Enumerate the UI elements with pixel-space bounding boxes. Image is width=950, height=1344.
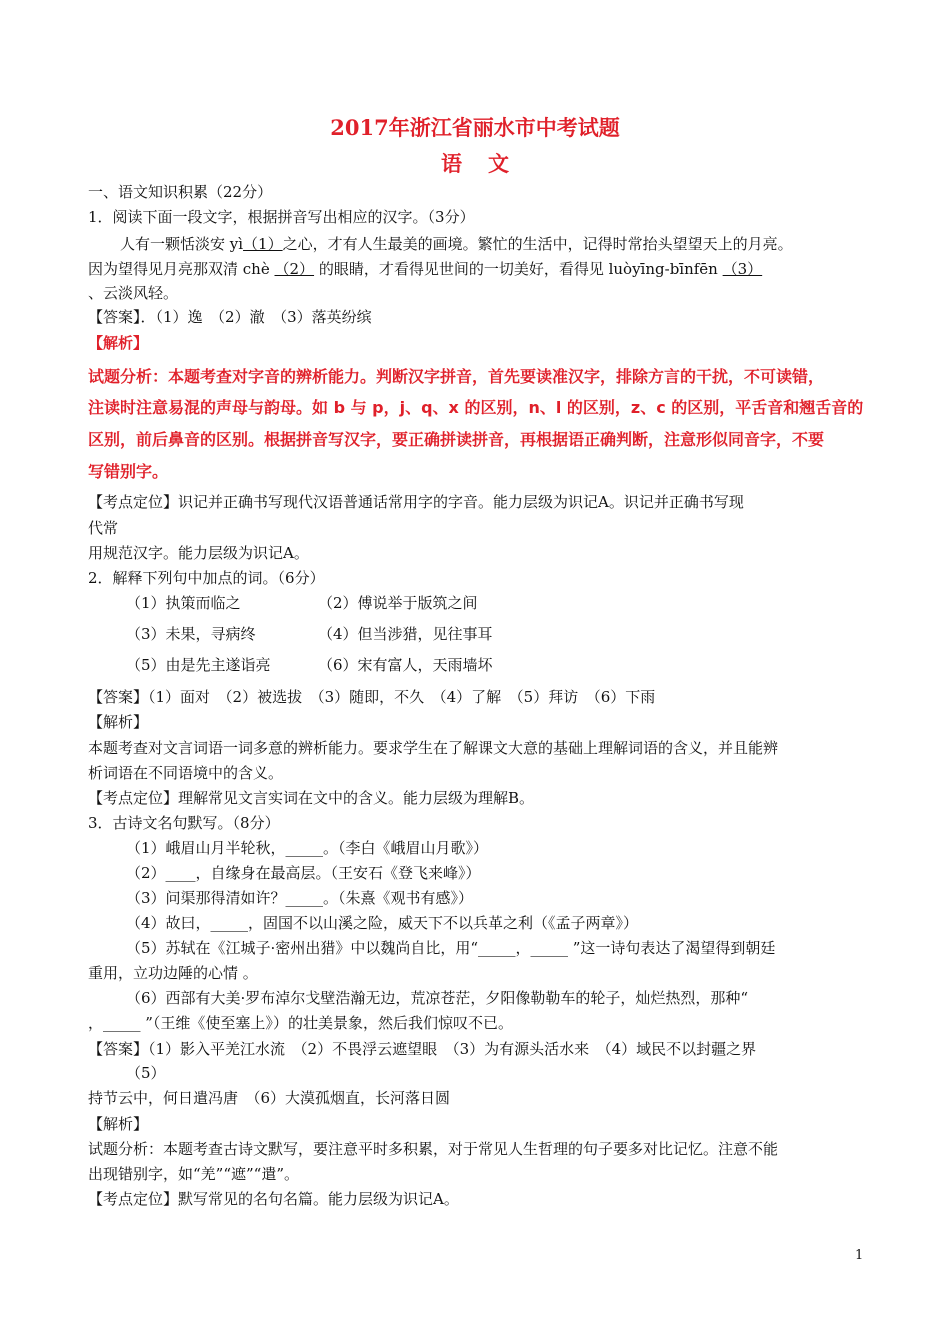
q1-text: 之心，才有人生最美的画境。繁忙的生活中，记得时常抬头望望天上的月亮。 (282, 235, 793, 253)
q3-item-6b: ，_____ ”（王维《使至塞上》）的壮美景象，然后我们惊叹不已。 (88, 1014, 513, 1032)
exam-title: 2017年浙江省丽水市中考试题 (330, 115, 620, 140)
q1-analysis-3: 区别，前后鼻音的区别。根据拼音写汉字，要正确拼读拼音，再根据语正确判断，注意形似同音字，不要 (88, 430, 825, 449)
q1-kaodian-2: 代常 (88, 519, 119, 537)
q3-item-6a: （6）西部有大美·罗布淖尔戈壁浩瀚无边，荒凉苍茫，夕阳像勒勒车的轮子，灿烂热烈，那种“ (126, 989, 748, 1007)
q1-stem: 1．阅读下面一段文字，根据拼音写出相应的汉字。（3分） (88, 208, 475, 226)
q2-kaodian: 【考点定位】理解常见文言实词在文中的含义。能力层级为理解B。 (88, 789, 535, 807)
q1-blank-2: （2） (274, 260, 315, 278)
q1-text: 的眼睛，才看得见世间的一切美好，看得见 luòyīng-bīnfēn (318, 260, 718, 278)
q1-passage-line1 (120, 234, 793, 254)
q3-analysis-1: 试题分析：本题考查古诗文默写，要注意平时多积累，对于常见人生哲理的句子要多对比记忆。注意不能 (88, 1140, 779, 1158)
q1-blank-3: （3） (722, 260, 763, 278)
q3-kaodian: 【考点定位】默写常见的名句名篇。能力层级为识记A。 (88, 1190, 459, 1208)
q2-item-6: （6）宋有富人，天雨墙坏 (318, 656, 493, 674)
q2-item-1: （1）执策而临之 (126, 594, 241, 612)
q3-item-4: （4）故曰，_____，固国不以山溪之险，威天下不以兵革之利（《孟子两章》） (126, 914, 639, 932)
subject-title: 语文 (441, 151, 535, 176)
q1-kaodian-1: 【考点定位】识记并正确书写现代汉语普通话常用字的字音。能力层级为识记A。识记并正确书写现 (88, 493, 744, 511)
q3-answer-3: 持节云中，何日遣冯唐 （6）大漠孤烟直，长河落日圆 (88, 1089, 451, 1107)
q2-answer: 【答案】（1）面对 （2）被选拔 （3）随即，不久 （4）了解 （5）拜访 （6）下雨 (88, 688, 656, 706)
q1-answer: 【答案】．（1）逸 （2）澈 （3）落英纷缤 (88, 308, 372, 326)
q1-analysis-4: 写错别字。 (88, 462, 169, 481)
q1-blank-1: （1） (243, 235, 283, 253)
q2-item-4: （4）但当涉猎，见往事耳 (318, 625, 493, 643)
q2-item-5: （5）由是先主遂诣亮 (126, 656, 271, 674)
section-heading: 一、语文知识积累（22分） (88, 183, 273, 201)
q1-analysis-1: 试题分析：本题考查对字音的辨析能力。判断汉字拼音，首先要读准汉字，排除方言的干扰，不可读错， (88, 367, 825, 386)
q2-item-3: （3）未果，寻病终 (126, 625, 256, 643)
q3-item-1: （1）峨眉山月半轮秋，_____。（李白《峨眉山月歌》） (126, 839, 489, 857)
q1-analysis-2: 注读时注意易混的声母与韵母。如 b 与 p，j、q、x 的区别，n、l 的区别，z、c 的区别，平舌音和翘舌音的 (88, 398, 864, 417)
q2-analysis-1: 本题考查对文言词语一词多意的辨析能力。要求学生在了解课文大意的基础上理解词语的含义，并且能辨 (88, 739, 779, 757)
q1-kaodian-3: 用规范汉字。能力层级为识记A。 (88, 544, 309, 562)
q3-stem: 3．古诗文名句默写。（8分） (88, 814, 280, 832)
q3-item-3: （3）问渠那得清如许？_____。（朱熹《观书有感》） (126, 889, 474, 907)
q3-jiexi-label: 【解析】 (88, 1115, 149, 1133)
q3-item-2: （2）____，自缘身在最高层。（王安石《登飞来峰》） (126, 864, 481, 882)
page-number: 1 (855, 1248, 864, 1263)
q1-jiexi-label: 【解析】 (88, 334, 149, 352)
q3-item-5a: （5）苏轼在《江城子·密州出猎》中以魏尚自比，用“_____，_____ ”这一诗句表达了渴望得到朝廷 (126, 939, 776, 957)
q3-answer-1: 【答案】（1）影入平羌江水流 （2）不畏浮云遮望眼 （3）为有源头活水来 （4）域民不以封疆之界 (88, 1040, 757, 1058)
q3-analysis-2: 出现错别字，如“羌”“遮”“遣”。 (88, 1165, 300, 1183)
q2-stem: 2．解释下列句中加点的词。（6分） (88, 569, 325, 587)
q3-item-5b: 重用，立功边陲的心情 。 (88, 964, 258, 982)
q2-jiexi-label: 【解析】 (88, 713, 149, 731)
q1-text: 人有一颗恬淡安 yì (120, 235, 244, 253)
q1-passage-line2 (88, 259, 762, 279)
q2-analysis-2: 析词语在不同语境中的含义。 (88, 764, 284, 782)
q2-item-2: （2）傅说举于版筑之间 (318, 594, 478, 612)
q1-passage-line3: 、云淡风轻。 (88, 284, 179, 302)
q3-answer-2: （5） (126, 1064, 166, 1082)
q1-text: 因为望得见月亮那双清 chè (88, 260, 270, 278)
